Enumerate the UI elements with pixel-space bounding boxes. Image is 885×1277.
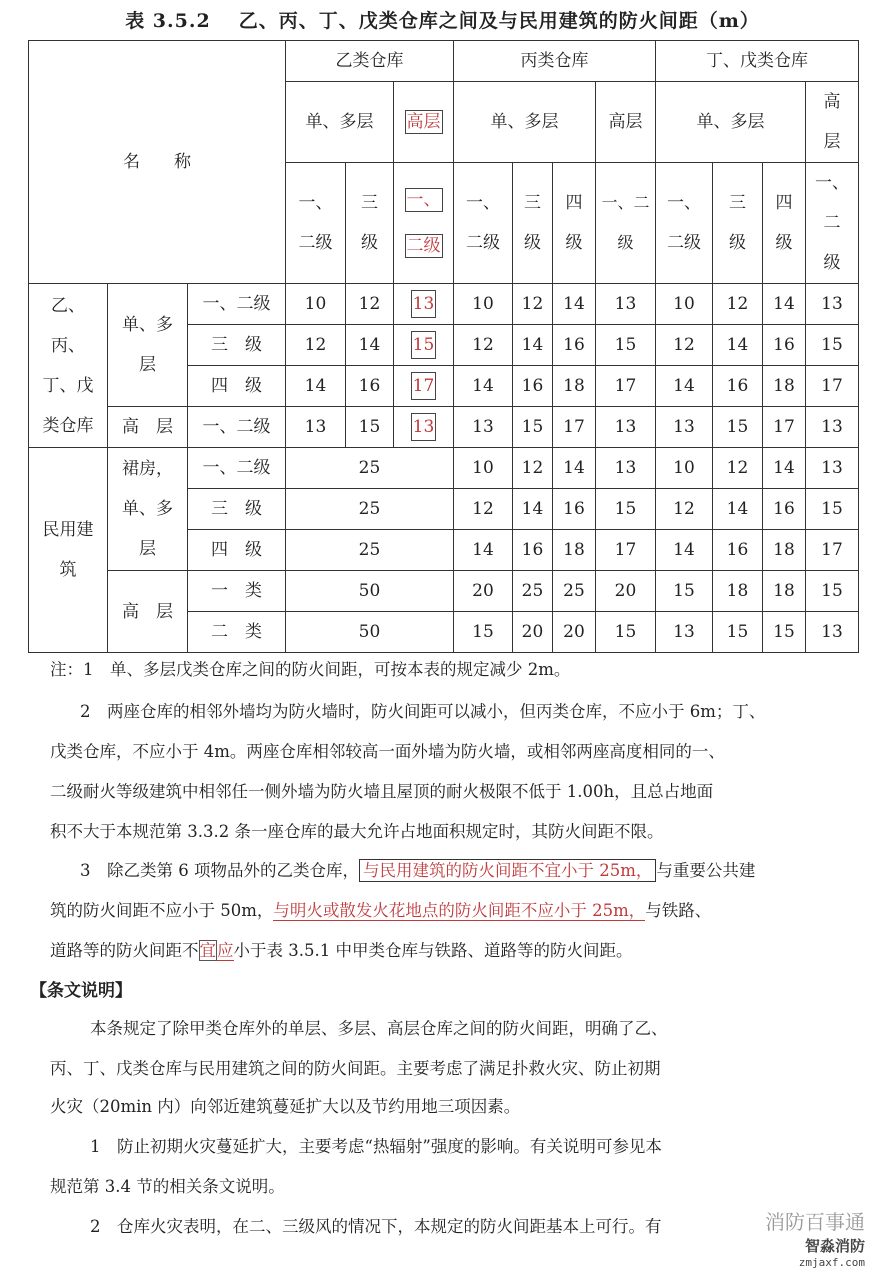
t: 级 — [361, 233, 378, 253]
header-b-multi: 单、多层 — [286, 82, 394, 163]
cell-value: 16 — [513, 530, 553, 571]
cell-value: 15 — [806, 325, 859, 366]
t: 一、 — [667, 193, 701, 213]
note-3-line — [50, 937, 632, 961]
highlight-box: 17 — [411, 372, 437, 400]
t: 一、 — [815, 173, 849, 193]
cell-value: 10 — [656, 448, 713, 489]
cell-value: 12 — [346, 284, 394, 325]
cell-value: 14 — [286, 366, 346, 407]
cell-value: 15 — [656, 571, 713, 612]
row-group-label — [29, 284, 108, 448]
cell-value: 14 — [713, 325, 763, 366]
cell-value: 16 — [713, 530, 763, 571]
note-3-line — [50, 897, 711, 921]
cell-value: 15 — [596, 612, 656, 653]
note-2-line: 戊类仓库，不应小于 4m。两座仓库相邻较高一面外墙为防火墙，或相邻两座高度相同的一、 — [50, 742, 725, 761]
cell-value: 15 — [454, 612, 513, 653]
cell-value: 15 — [513, 407, 553, 448]
t: 三 — [729, 193, 746, 213]
grade-3 — [713, 163, 763, 284]
t: 筑的防火间距不应小于 50m， — [50, 901, 274, 920]
header-d-high — [806, 82, 859, 163]
cell-value: 17 — [763, 407, 806, 448]
cell-value: 17 — [806, 366, 859, 407]
row-sub-label — [108, 571, 188, 653]
cell-value: 50 — [286, 571, 454, 612]
t: 与铁路、 — [645, 901, 712, 920]
cell-value: 12 — [656, 489, 713, 530]
cell-value — [394, 284, 454, 325]
header-b-high — [394, 82, 454, 163]
t: 四 — [565, 193, 583, 213]
table-row — [29, 448, 859, 489]
grade-12 — [656, 163, 713, 284]
cell-value: 25 — [286, 489, 454, 530]
t: 二级 — [298, 233, 333, 253]
explanation-line: 1 防止初期火灾蔓延扩大，主要考虑“热辐射”强度的影响。有关说明可参见本 — [90, 1137, 662, 1156]
cell-value: 14 — [763, 284, 806, 325]
cell-value: 12 — [513, 448, 553, 489]
t: 二 — [823, 213, 841, 233]
watermark-site: zmjaxf.com — [798, 1256, 865, 1269]
note-1: 注：1 单、多层戊类仓库之间的防火间距，可按本表的规定减少 2m。 — [50, 660, 571, 679]
cell-value: 16 — [553, 489, 596, 530]
highlight-box: 13 — [411, 290, 437, 318]
cell-value: 15 — [346, 407, 394, 448]
t: 级 — [524, 233, 541, 253]
header-name: 名 称 — [29, 41, 286, 284]
highlight-box: 15 — [411, 331, 437, 359]
cell-value: 25 — [513, 571, 553, 612]
cell-value: 14 — [656, 530, 713, 571]
t: 与重要公共建 — [656, 861, 756, 880]
row-grade-label: 三 级 — [188, 325, 286, 366]
text: 层 — [823, 132, 841, 152]
grade-12-high — [806, 163, 859, 284]
t: 二级 — [466, 233, 500, 253]
cell-value: 25 — [286, 448, 454, 489]
header-c-multi: 单、多层 — [454, 82, 596, 163]
cell-value: 16 — [513, 366, 553, 407]
cell-value: 10 — [454, 284, 513, 325]
header-group-b: 乙类仓库 — [286, 41, 454, 82]
table-row — [29, 284, 859, 325]
cell-value: 18 — [763, 571, 806, 612]
text: 高 — [823, 92, 841, 112]
grade-3 — [513, 163, 553, 284]
cell-value: 16 — [763, 325, 806, 366]
cell-value: 13 — [454, 407, 513, 448]
cell-value: 15 — [806, 489, 859, 530]
cell-value: 18 — [713, 571, 763, 612]
text: 单、多层 — [122, 315, 173, 375]
table-row — [29, 571, 859, 612]
row-grade-label: 三 级 — [188, 489, 286, 530]
table-caption: 乙、丙、丁、戊类仓库之间及与民用建筑的防火间距（m） — [238, 10, 760, 32]
header-group-d: 丁、戊类仓库 — [656, 41, 859, 82]
cell-value: 13 — [286, 407, 346, 448]
cell-value: 13 — [656, 612, 713, 653]
t: 三 — [361, 193, 378, 213]
highlight-box: 13 — [411, 413, 437, 441]
row-grade-label: 一、二级 — [188, 448, 286, 489]
cell-value: 12 — [513, 284, 553, 325]
cell-value: 18 — [763, 530, 806, 571]
t: 级 — [823, 253, 841, 273]
row-sub-label — [108, 407, 188, 448]
cell-value: 13 — [806, 407, 859, 448]
cell-value: 10 — [454, 448, 513, 489]
cell-value: 14 — [713, 489, 763, 530]
table-title — [0, 6, 885, 33]
note-2-line: 积不大于本规范第 3.3.2 条一座仓库的最大允许占地面积规定时，其防火间距不限。 — [50, 822, 664, 841]
cell-value: 25 — [553, 571, 596, 612]
t: 级 — [565, 233, 583, 253]
grade-4 — [763, 163, 806, 284]
t: 级 — [729, 233, 746, 253]
cell-value: 18 — [763, 366, 806, 407]
grade-12-high: 一、二级 — [596, 163, 656, 284]
cell-value: 17 — [596, 366, 656, 407]
table-row — [29, 407, 859, 448]
cell-value: 16 — [346, 366, 394, 407]
cell-value: 16 — [553, 325, 596, 366]
fire-distance-table — [28, 40, 859, 653]
cell-value: 13 — [806, 284, 859, 325]
watermark — [765, 1206, 865, 1269]
t: 级 — [775, 233, 793, 253]
cell-value: 13 — [596, 284, 656, 325]
cell-value: 12 — [713, 448, 763, 489]
cell-value: 14 — [553, 284, 596, 325]
cell-value: 18 — [553, 366, 596, 407]
row-grade-label: 一、二级 — [188, 407, 286, 448]
grade-12 — [454, 163, 513, 284]
cell-value: 15 — [806, 571, 859, 612]
text: 乙、丙、丁、戊类仓库 — [42, 295, 94, 436]
explanation-line: 火灾（20min 内）向邻近建筑蔓延扩大以及节约用地三项因素。 — [50, 1097, 521, 1116]
cell-value: 14 — [454, 366, 513, 407]
text: 民用建筑 — [42, 520, 94, 580]
cell-value: 14 — [763, 448, 806, 489]
cell-value: 15 — [713, 612, 763, 653]
cell-value — [394, 366, 454, 407]
cell-value: 15 — [596, 489, 656, 530]
highlight-box: 二级 — [406, 236, 441, 256]
cell-value: 10 — [656, 284, 713, 325]
t: 一、 — [466, 193, 500, 213]
row-grade-label: 一 类 — [188, 571, 286, 612]
explanation-line: 丙、丁、戊类仓库与民用建筑之间的防火间距。主要考虑了满足扑救火灾、防止初期 — [50, 1059, 661, 1078]
cell-value: 50 — [286, 612, 454, 653]
cell-value: 13 — [596, 448, 656, 489]
note-3-line — [80, 857, 755, 881]
t: 三 — [524, 193, 541, 213]
explanation-line: 2 仓库火灾表明，在二、三级风的情况下，本规定的防火间距基本上可行。有 — [90, 1217, 662, 1236]
explanation-line: 本条规定了除甲类仓库外的单层、多层、高层仓库之间的防火间距，明确了乙、 — [90, 1019, 668, 1038]
cell-value: 17 — [596, 530, 656, 571]
text: 裙房，单、多层 — [122, 459, 173, 559]
table-number: 表 3.5.2 — [125, 10, 211, 32]
t: 道路等的防火间距不 — [50, 941, 199, 960]
highlight-box: 一、 — [406, 190, 441, 210]
watermark-brand: 智淼消防 — [804, 1237, 865, 1255]
highlight-box: 宜 — [199, 941, 216, 960]
cell-value: 13 — [806, 612, 859, 653]
note-2-line: 2 两座仓库的相邻外墙均为防火墙时，防火间距可以减小，但丙类仓库，不应小于 6m；丁、 — [80, 702, 766, 721]
cell-value: 13 — [656, 407, 713, 448]
cell-value: 18 — [553, 530, 596, 571]
row-group-label — [29, 448, 108, 653]
cell-value — [394, 407, 454, 448]
cell-value: 13 — [806, 448, 859, 489]
cell-value: 14 — [513, 325, 553, 366]
cell-value: 15 — [713, 407, 763, 448]
explanation-heading: 【条文说明】 — [30, 981, 132, 1001]
t: 3 除乙类第 6 项物品外的乙类仓库， — [80, 861, 359, 880]
header-c-high: 高层 — [596, 82, 656, 163]
cell-value: 16 — [713, 366, 763, 407]
cell-value: 20 — [513, 612, 553, 653]
text: 高 层 — [122, 417, 173, 437]
text: 高 层 — [122, 601, 173, 622]
cell-value: 10 — [286, 284, 346, 325]
grade-12 — [286, 163, 346, 284]
cell-value: 14 — [656, 366, 713, 407]
cell-value: 13 — [596, 407, 656, 448]
grade-3 — [346, 163, 394, 284]
row-sub-label — [108, 448, 188, 571]
cell-value: 16 — [763, 489, 806, 530]
watermark-channel: 消防百事通 — [765, 1210, 865, 1234]
cell-value: 14 — [346, 325, 394, 366]
cell-value: 20 — [454, 571, 513, 612]
cell-value: 12 — [454, 489, 513, 530]
note-2-line: 二级耐火等级建筑中相邻任一侧外墙为防火墙且屋顶的耐火极限不低于 1.00h，且总占地面 — [50, 782, 714, 801]
header-d-multi: 单、多层 — [656, 82, 806, 163]
cell-value: 12 — [656, 325, 713, 366]
cell-value: 12 — [454, 325, 513, 366]
row-grade-label: 一、二级 — [188, 284, 286, 325]
t: 四 — [775, 193, 793, 213]
cell-value: 14 — [513, 489, 553, 530]
cell-value: 14 — [553, 448, 596, 489]
t: 小于表 3.5.1 中甲类仓库与铁路、道路等的防火间距。 — [233, 941, 633, 960]
cell-value: 20 — [596, 571, 656, 612]
t: 二级 — [667, 233, 701, 253]
row-grade-label: 二 类 — [188, 612, 286, 653]
cell-value: 14 — [454, 530, 513, 571]
t: 一、 — [298, 193, 333, 213]
grade-4 — [553, 163, 596, 284]
cell-value: 15 — [596, 325, 656, 366]
header-group-c: 丙类仓库 — [454, 41, 656, 82]
row-sub-label — [108, 284, 188, 407]
cell-value: 12 — [286, 325, 346, 366]
cell-value: 25 — [286, 530, 454, 571]
cell-value: 17 — [553, 407, 596, 448]
row-grade-label: 四 级 — [188, 530, 286, 571]
cell-value: 12 — [713, 284, 763, 325]
row-grade-label: 四 级 — [188, 366, 286, 407]
cell-value — [394, 325, 454, 366]
explanation-line: 规范第 3.4 节的相关条文说明。 — [50, 1177, 285, 1196]
highlight-underline: 与明火或散发火花地点的防火间距不应小于 25m， — [273, 901, 646, 920]
grade-12-high — [394, 163, 454, 284]
highlight-underline: 应 — [217, 941, 234, 960]
cell-value: 20 — [553, 612, 596, 653]
highlight-box: 高层 — [406, 112, 441, 132]
highlight-box: 与民用建筑的防火间距不宜小于 25m， — [359, 859, 656, 882]
cell-value: 17 — [806, 530, 859, 571]
cell-value: 15 — [763, 612, 806, 653]
